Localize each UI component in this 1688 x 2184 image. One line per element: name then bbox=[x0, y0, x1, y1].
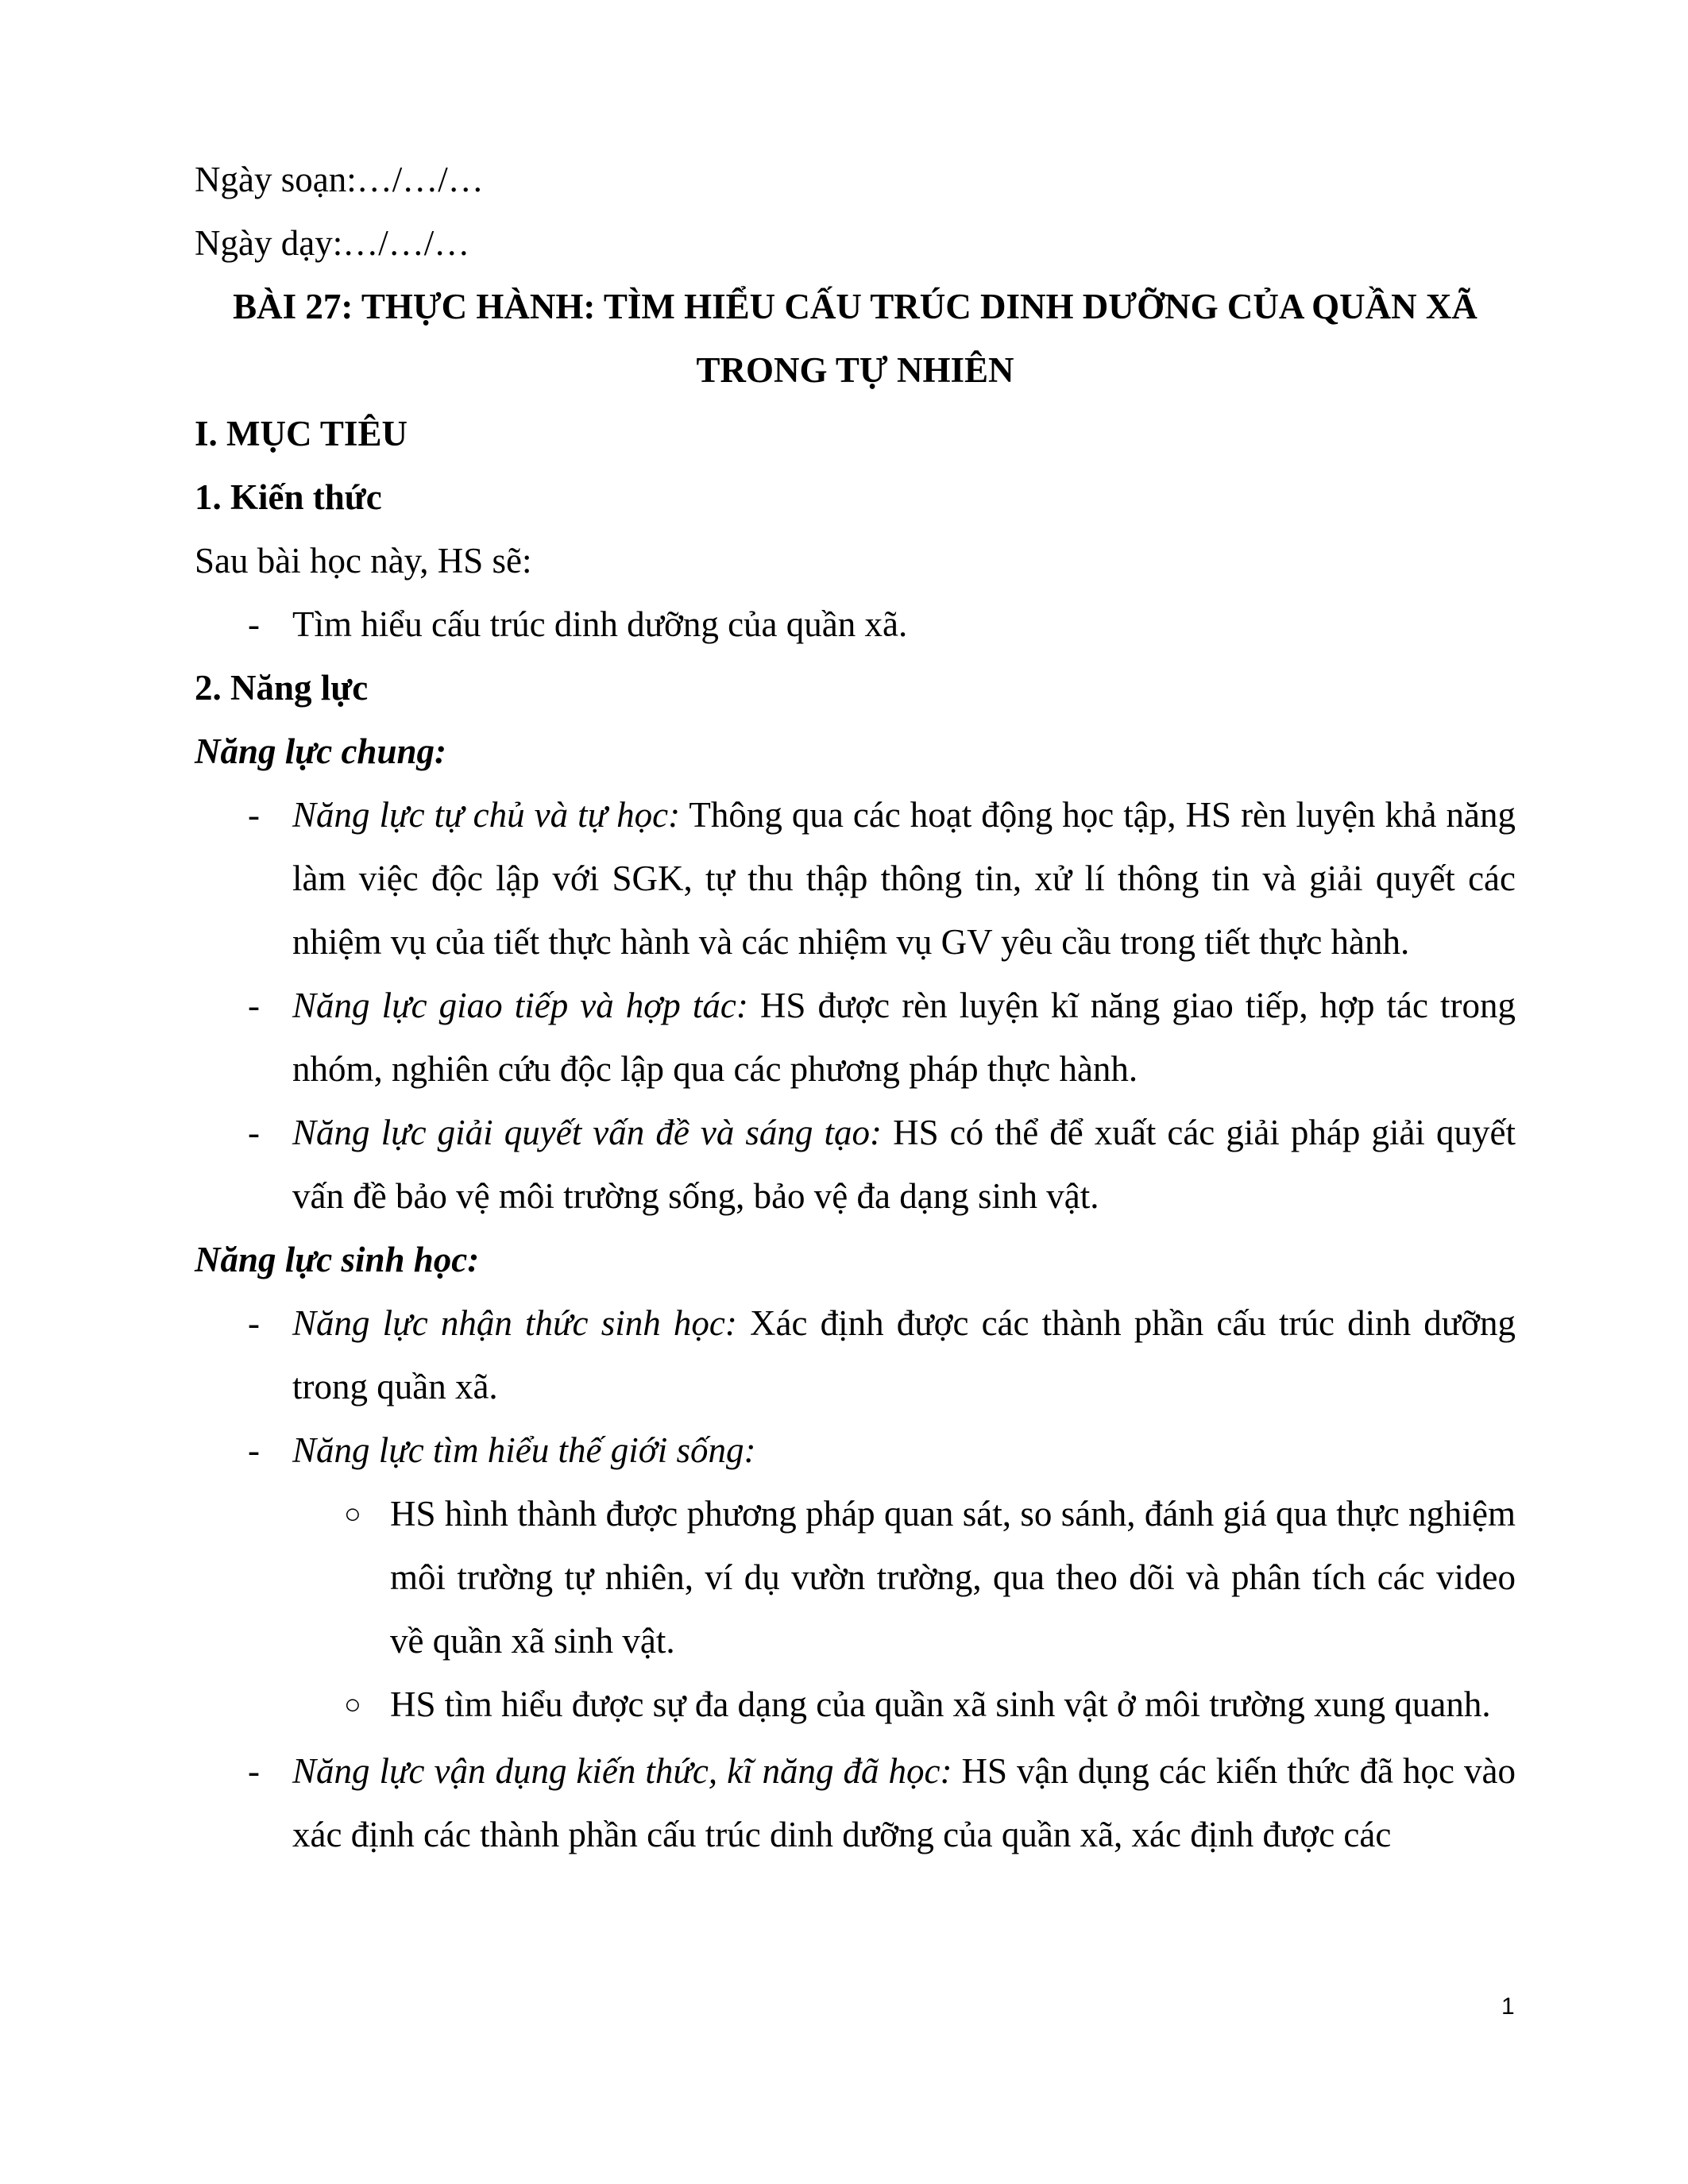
page-number: 1 bbox=[1501, 1993, 1515, 2020]
biology-competence-heading: Năng lực sinh học: bbox=[195, 1240, 480, 1279]
dash-bullet: - bbox=[248, 1303, 260, 1343]
sub-item-text: HS tìm hiểu được sự đa dạng của quần xã sinh vật ở môi trường xung quanh. bbox=[390, 1684, 1491, 1724]
dash-bullet: - bbox=[248, 795, 260, 835]
knowledge-intro: Sau bài học này, HS sẽ: bbox=[195, 541, 532, 581]
lesson-title-line1: BÀI 27: THỰC HÀNH: TÌM HIỂU CẤU TRÚC DINH DƯỠNG CỦA QUẦN XÃ bbox=[233, 287, 1477, 326]
list-item bbox=[195, 974, 1516, 1101]
sub-list-item bbox=[195, 1673, 1516, 1736]
item-lead: Năng lực giải quyết vấn đề và sáng tạo: bbox=[292, 1113, 882, 1152]
list-item bbox=[195, 1418, 1516, 1482]
dash-bullet: - bbox=[248, 1430, 260, 1470]
item-text: Thông qua các hoạt động học tập, HS rèn luyện khả năng làm việc độc lập với SGK, tự thu thập thông tin, xử lí thông tin và giải quyết các nhiệm vụ của tiết thực hành và các nhiệm vụ GV yêu cầu trong tiết thực hành. bbox=[292, 795, 1516, 962]
item-lead: Năng lực vận dụng kiến thức, kĩ năng đã học: bbox=[292, 1751, 952, 1791]
item-lead: Năng lực tìm hiểu thế giới sống: bbox=[292, 1430, 756, 1470]
lesson-title-line2: TRONG TỰ NHIÊN bbox=[696, 350, 1014, 390]
item-lead: Năng lực nhận thức sinh học: bbox=[292, 1303, 737, 1343]
dash-bullet: - bbox=[248, 604, 260, 644]
item-text: HS được rèn luyện kĩ năng giao tiếp, hợp tác trong nhóm, nghiên cứu độc lập qua các phương pháp thực hành. bbox=[292, 986, 1516, 1089]
list-item bbox=[195, 1291, 1516, 1418]
item-text: Xác định được các thành phần cấu trúc dinh dưỡng trong quần xã. bbox=[292, 1303, 1516, 1406]
item-text: HS có thể để xuất các giải pháp giải quyết vấn đề bảo vệ môi trường sống, bảo vệ đa dạng sinh vật. bbox=[292, 1113, 1516, 1216]
document-page bbox=[195, 148, 1516, 1866]
item-text: HS vận dụng các kiến thức đã học vào xác định các thành phần cấu trúc dinh dưỡng của quần xã, xác định được các bbox=[292, 1751, 1516, 1854]
dash-bullet: - bbox=[248, 986, 260, 1025]
sub-list-item bbox=[195, 1482, 1516, 1673]
general-competence-heading: Năng lực chung: bbox=[195, 731, 446, 771]
subheading-competence: 2. Năng lực bbox=[195, 668, 369, 708]
section-heading-objectives: I. MỤC TIÊU bbox=[195, 414, 408, 453]
item-lead: Năng lực giao tiếp và hợp tác: bbox=[292, 986, 748, 1025]
circle-bullet-icon: ○ bbox=[344, 1688, 361, 1720]
prep-date: Ngày soạn:…/…/… bbox=[195, 160, 484, 199]
circle-bullet-icon: ○ bbox=[344, 1498, 361, 1530]
subheading-knowledge: 1. Kiến thức bbox=[195, 477, 382, 517]
list-item bbox=[195, 592, 1516, 656]
list-item bbox=[195, 1101, 1516, 1228]
dash-bullet: - bbox=[248, 1751, 260, 1791]
teach-date: Ngày dạy:…/…/… bbox=[195, 223, 470, 263]
list-item bbox=[195, 1739, 1516, 1866]
dash-bullet: - bbox=[248, 1113, 260, 1152]
item-lead: Năng lực tự chủ và tự học: bbox=[292, 795, 681, 835]
sub-item-text: HS hình thành được phương pháp quan sát, so sánh, đánh giá qua thực nghiệm môi trường tự nhiên, ví dụ vườn trường, qua theo dõi và phân tích các video về quần xã sinh vật. bbox=[390, 1494, 1516, 1661]
list-item bbox=[195, 783, 1516, 974]
list-item-text: Tìm hiểu cấu trúc dinh dưỡng của quần xã. bbox=[292, 604, 908, 644]
